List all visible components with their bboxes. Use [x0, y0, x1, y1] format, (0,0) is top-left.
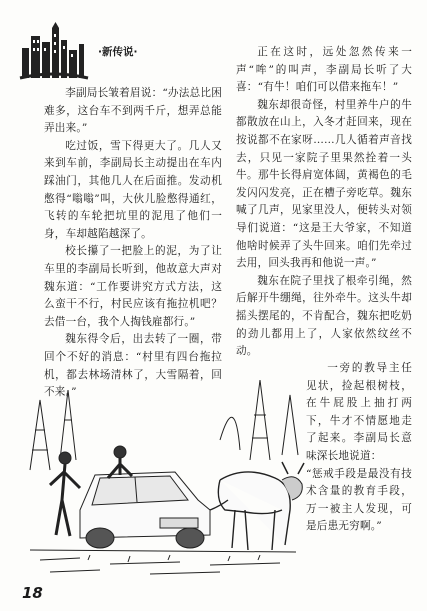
paragraph: 正在这时，远处忽然传来一声“哞”的叫声，李副局长听了大喜：“有牛！咱们可以借来拖车！”	[236, 46, 412, 94]
paragraph: 魏东却很奇怪，村里养牛户的牛都散放在山上，入冬才赶回来，现在按说都不在家呀……几人循着声音找去，只见一家院子里果然拴着一头牛。那牛长得肩宽体阔，黄褐色的毛发闪闪发亮，正在槽子旁吃草。魏东喊了几声，见家里没人，便转头对领导们说道：“这是王大爷家，不知道他啥时候弄了头牛回来。咱们先牵过去用，回头我再和他说一声。”	[236, 98, 412, 270]
paragraph: 校长攥了一把脸上的泥，为了让车里的李副局长听到，他故意大声对魏东道：“工作要讲究方式方法，这么蛮干不行，村民应该有拖拉机吧？去借一台，我个人掏钱雇都行。”	[44, 245, 222, 328]
paragraph: 魏东在院子里找了根牵引绳，然后解开牛绷绳，往外牵牛。这头牛却摇头摆尾的，不肯配合，魏东把吃奶的劲儿都用上了，人家依然纹丝不动。	[236, 274, 412, 358]
paragraph: 魏东得令后，出去转了一圈，带回个不好的消息：“村里有四台拖拉机，都去林场清林了，大雪隔着，回不来。”	[44, 333, 222, 399]
page-number: 18	[22, 584, 43, 602]
paragraph: 李副局长皱着眉说：“办法总比困难多，这台车不到两千斤，想弄总能弄出来。”	[44, 87, 222, 135]
column-label: ·新传说·	[98, 46, 138, 58]
right-text-column	[236, 44, 412, 361]
paragraph: 吃过饭，雪下得更大了。几人又来到车前，李副局长主动提出在车内踩油门，其他几人在后面推。发动机憋得“嗡嗡”叫，大伙儿脸憋得通红，飞转的车轮把坑里的泥甩了他们一身，车却越陷越深了。	[44, 139, 222, 240]
left-text-column	[44, 85, 222, 402]
sketch-illustration	[20, 360, 306, 578]
bottom-right-text-column	[306, 360, 412, 536]
paragraph-continuation: “惩戒手段是最没有技术含量的教育手段，万一被主人发现，可是后患无穷啊。”	[306, 467, 412, 533]
paragraph: 一旁的教导主任见状，捡起根树枝，在牛屁股上抽打两下，牛才不情愿地走了起来。李副局长意味深长地说道：	[306, 362, 412, 462]
